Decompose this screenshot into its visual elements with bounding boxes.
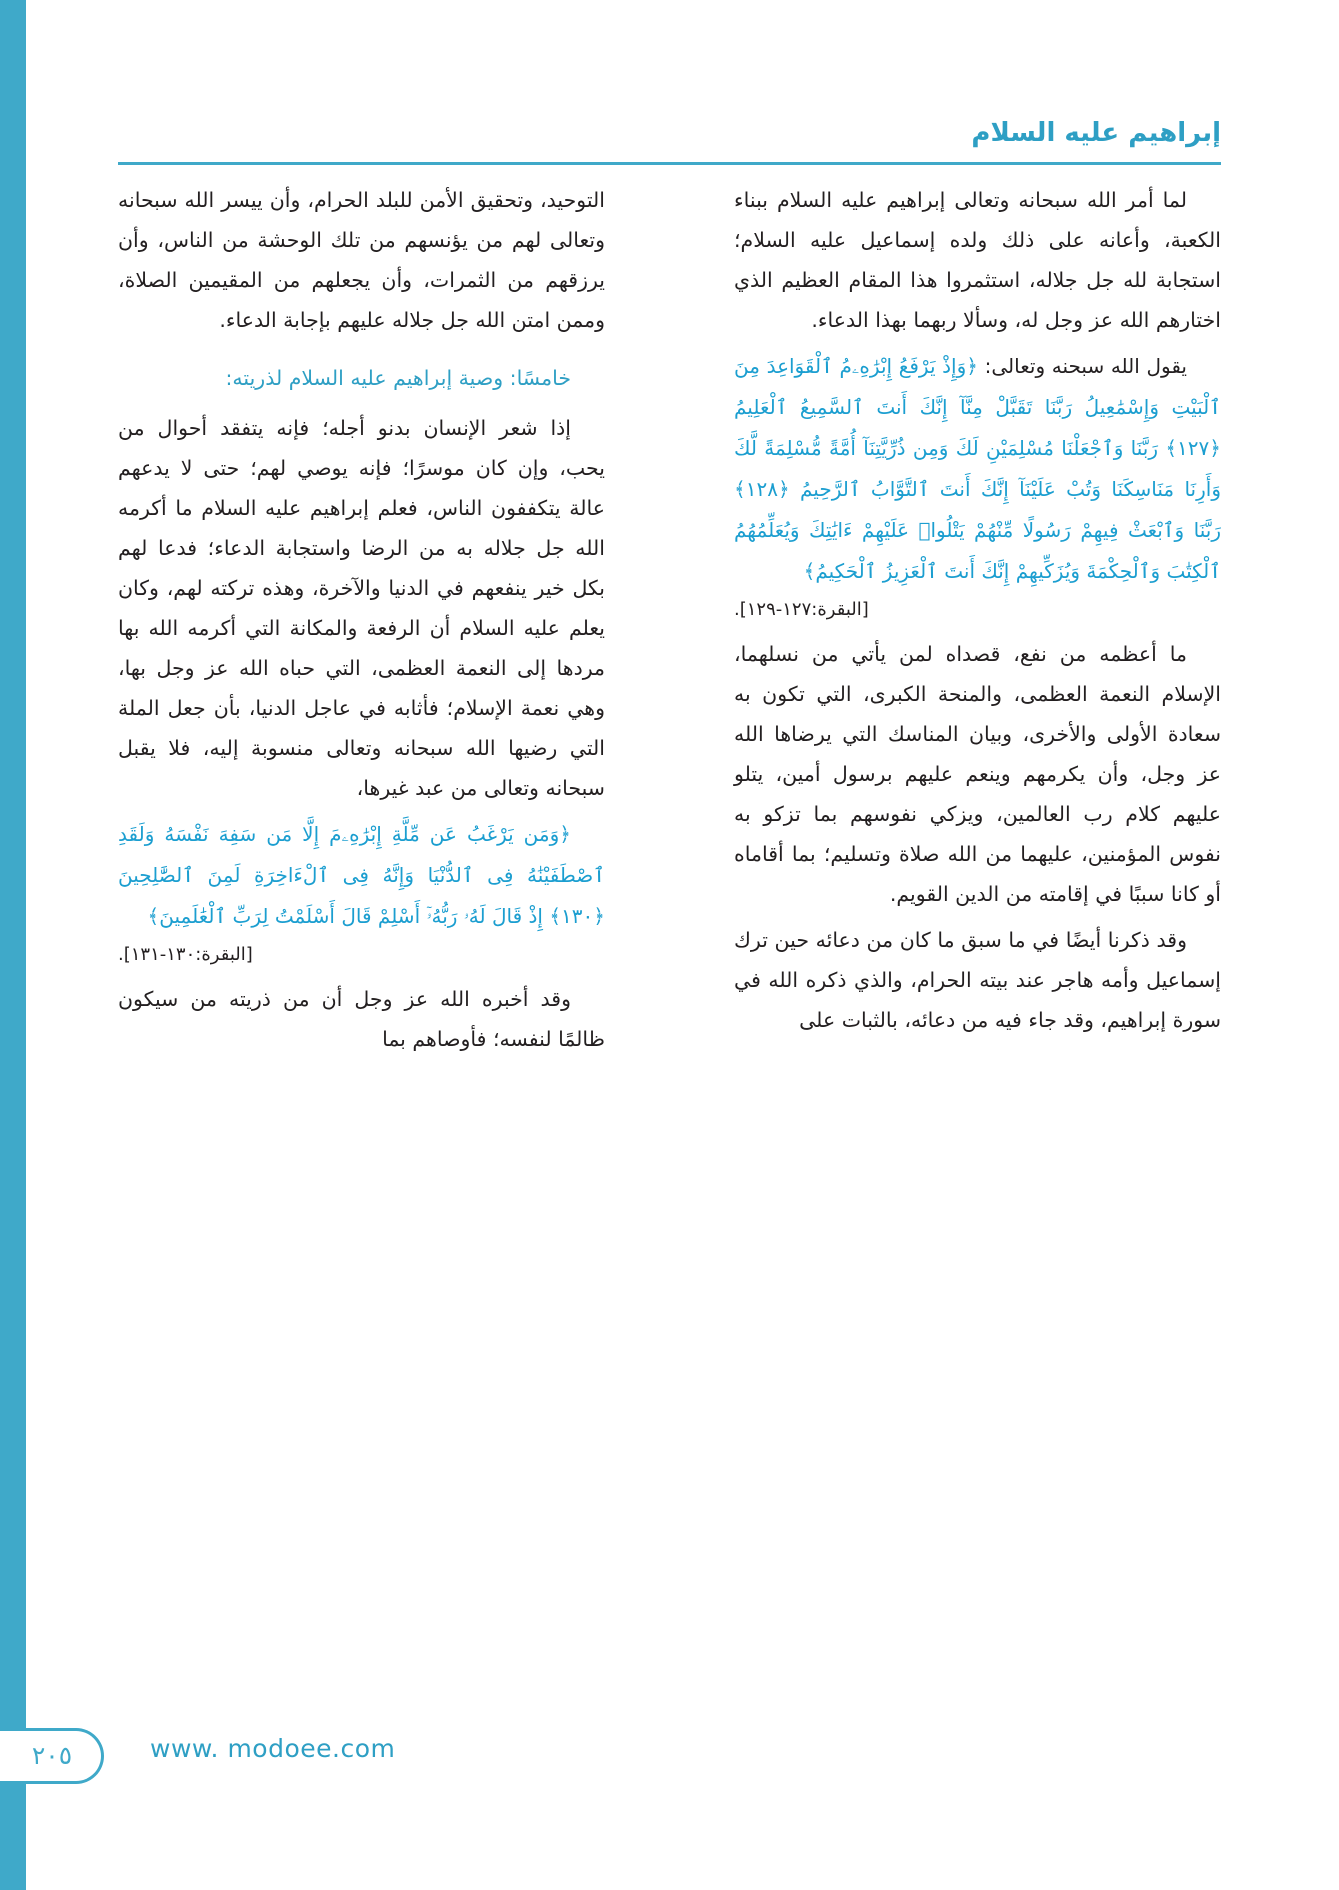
paragraph: إذا شعر الإنسان بدنو أجله؛ فإنه يتفقد أحوال من يحب، وإن كان موسرًا؛ فإنه يوصي لهم؛ حتى لا يدعهم عالة يتكففون الناس، فعلم إبراهيم عليه السلام ما أكرمه الله جل جلاله به من الرضا واستجابة الدعاء؛ فدعا لهم بكل خير ينفعهم في الدنيا والآخرة، وهذه تركته لهم، وكان يعلم عليه السلام أن الرفعة والمكانة التي أكرمه الله بها مردها إلى النعمة العظمى، التي حباه الله عز وجل بها، وهي نعمة الإسلام؛ فأثابه في عاجل الدنيا، بأن جعل الملة التي رضيها الله سبحانه وتعالى منسوبة إليه، فلا يقبل سبحانه وتعالى من عبد غيرها،	[118, 416, 605, 800]
paragraph: وقد أخبره الله عز وجل أن من ذريته من سيكون ظالمًا لنفسه؛ فأوصاهم بما	[118, 987, 605, 1051]
quran-lead-in: يقول الله سبحنه وتعالى:	[978, 354, 1188, 378]
chapter-title: إبراهيم عليه السلام	[971, 118, 1221, 148]
page-footer	[0, 1728, 1339, 1792]
text-columns	[118, 180, 1221, 1560]
paragraph: ما أعظمه من نفع، قصداه لمن يأتي من نسلهما، الإسلام النعمة العظمى، والمنحة الكبرى، التي تكون به سعادة الأولى والأخرى، وبيان المناسك التي يرضاها الله عز وجل، وأن يكرمهم وينعم عليهم برسول أمين، يتلو عليهم كلام رب العالمين، ويزكي نفوسهم بما تزكو به نفوس المؤمنين، عليهما من الله صلاة وتسليم؛ بما أقاماه أو كانا سببًا في إقامته من الدين القويم.	[734, 642, 1221, 906]
column-left	[118, 180, 605, 1065]
page-number: ٢٠٥	[31, 1741, 73, 1770]
left-decorative-band	[0, 0, 26, 1890]
section-heading: خامسًا: وصية إبراهيم عليه السلام لذريته:	[225, 366, 571, 390]
quran-text: ﴿وَإِذْ يَرْفَعُ إِبْرَٰهِۦمُ ٱلْقَوَاعِدَ مِنَ ٱلْبَيْتِ وَإِسْمَٰعِيلُ رَبَّنَا تَقَبَّلْ مِنَّآ إِنَّكَ أَنتَ ٱلسَّمِيعُ ٱلْعَلِيمُ ﴿١٢٧﴾ رَبَّنَا وَٱجْعَلْنَا مُسْلِمَيْنِ لَكَ وَمِن ذُرِّيَّتِنَآ أُمَّةً مُّسْلِمَةً لَّكَ وَأَرِنَا مَنَاسِكَنَا وَتُبْ عَلَيْنَآ إِنَّكَ أَنتَ ٱلتَّوَّابُ ٱلرَّحِيمُ ﴿١٢٨﴾ رَبَّنَا وَٱبْعَثْ فِيهِمْ رَسُولًا مِّنْهُمْ يَتْلُوا۟ عَلَيْهِمْ ءَايَٰتِكَ وَيُعَلِّمُهُمُ ٱلْكِتَٰبَ وَٱلْحِكْمَةَ وَيُزَكِّيهِمْ إِنَّكَ أَنتَ ٱلْعَزِيزُ ٱلْحَكِيمُ﴾	[734, 354, 1221, 583]
quran-reference: [البقرة:١٢٧-١٢٩].	[734, 599, 869, 620]
site-url[interactable]: www. modoee.com	[150, 1734, 396, 1763]
header-divider	[118, 162, 1221, 165]
column-right	[734, 180, 1221, 1046]
quran-reference: [البقرة:١٣٠-١٣١].	[118, 944, 253, 965]
page-header	[118, 118, 1221, 170]
quran-verse-block	[734, 346, 1221, 592]
paragraph: التوحيد، وتحقيق الأمن للبلد الحرام، وأن ييسر الله سبحانه وتعالى لهم من يؤنسهم من تلك الوحشة من الناس، وأن يرزقهم من الثمرات، وأن يجعلهم من المقيمين الصلاة، وممن امتن الله جل جلاله عليهم بإجابة الدعاء.	[118, 188, 605, 332]
paragraph: وقد ذكرنا أيضًا في ما سبق ما كان من دعائه حين ترك إسماعيل وأمه هاجر عند بيته الحرام، والذي ذكره الله في سورة إبراهيم، وقد جاء فيه من دعائه، بالثبات على	[734, 928, 1221, 1032]
quran-verse-block: ﴿وَمَن يَرْغَبُ عَن مِّلَّةِ إِبْرَٰهِۦمَ إِلَّا مَن سَفِهَ نَفْسَهُ وَلَقَدِ ٱصْطَفَيْنَٰهُ فِى ٱلدُّنْيَا وَإِنَّهُ فِى ٱلْءَاخِرَةِ لَمِنَ ٱلصَّٰلِحِينَ ﴿١٣٠﴾ إِذْ قَالَ لَهُۥ رَبُّهُۥٓ أَسْلِمْ قَالَ أَسْلَمْتُ لِرَبِّ ٱلْعَٰلَمِينَ﴾	[118, 822, 605, 928]
paragraph: لما أمر الله سبحانه وتعالى إبراهيم عليه السلام ببناء الكعبة، وأعانه على ذلك ولده إسماعيل عليه السلام؛ استجابة لله جل جلاله، استثمروا هذا المقام العظيم الذي اختارهم الله عز وجل له، وسألا ربهما بهذا الدعاء.	[734, 188, 1221, 332]
